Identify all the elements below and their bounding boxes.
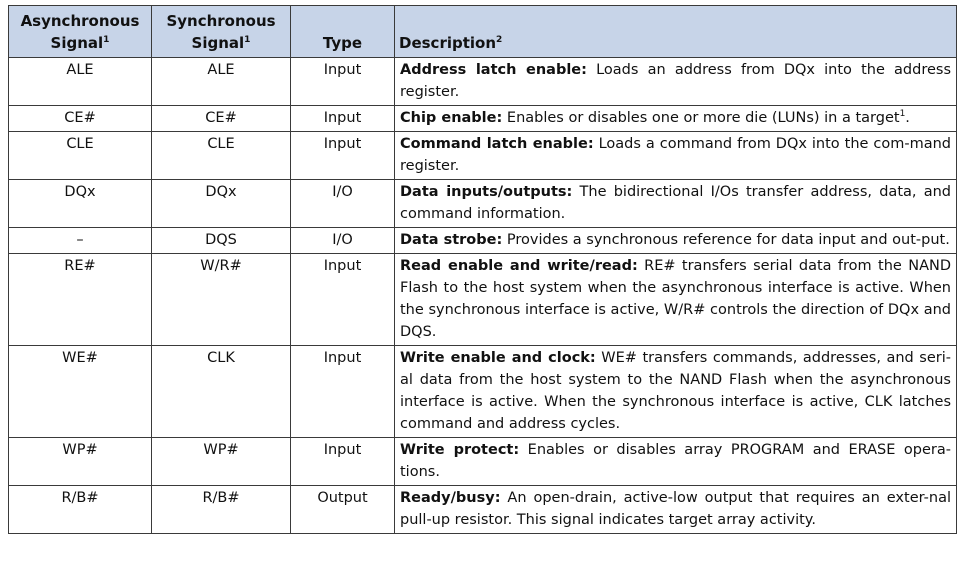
async-signal-cell: WP# (9, 438, 152, 486)
description-text: WE# transfers commands, addresses, and seri-al data from the host system to the NAND Flash when the asynchronous interface is active. When the synchronous interface is active, CLK latches command and address cycles. (400, 350, 951, 432)
description-cell (395, 132, 957, 180)
sync-signal-cell: W/R# (152, 254, 291, 346)
description-cell (395, 346, 957, 438)
description-text: An open-drain, active-low output that requires an exter-nal pull-up resistor. This signal indicates target array activity. (400, 490, 951, 528)
description-text: RE# transfers serial data from the NAND Flash to the host system when the asynchronous interface is active. When the synchronous interface is active, W/R# controls the direction of DQx and DQS. (400, 258, 951, 340)
table-row (9, 254, 957, 346)
description-tail: . (905, 110, 910, 126)
sync-signal-cell: DQx (152, 180, 291, 228)
table-row (9, 132, 957, 180)
signal-term: Write protect: (400, 442, 520, 458)
type-cell: Input (291, 438, 395, 486)
description-cell (395, 58, 957, 106)
table-body (9, 58, 957, 534)
description-cell (395, 486, 957, 534)
header-async-signal: Asynchronous Signal$^1$ (9, 6, 152, 58)
signal-term: Write enable and clock: (400, 350, 596, 366)
signal-term: Command latch enable: (400, 136, 594, 152)
async-signal-cell: – (9, 228, 152, 254)
sync-signal-cell: CE# (152, 106, 291, 132)
description-text: Loads an address from DQx into the address register. (400, 62, 951, 100)
signal-term: Address latch enable: (400, 62, 587, 78)
table-row (9, 228, 957, 254)
type-cell: Input (291, 58, 395, 106)
signal-term: Ready/busy: (400, 490, 501, 506)
footnote-marker: 1 (899, 109, 906, 120)
async-signal-cell: CLE (9, 132, 152, 180)
sync-signal-cell: DQS (152, 228, 291, 254)
description-text: The bidirectional I/Os transfer address, data, and command information. (400, 184, 951, 222)
signal-term: Chip enable: (400, 110, 503, 126)
table-row (9, 58, 957, 106)
description-text: Loads a command from DQx into the com-mand register. (400, 136, 951, 174)
signal-term: Read enable and write/read: (400, 258, 638, 274)
signal-term: Data inputs/outputs: (400, 184, 573, 200)
description-text: Enables or disables array PROGRAM and ERASE opera-tions. (400, 442, 951, 480)
sync-signal-cell: WP# (152, 438, 291, 486)
header-type: Type (291, 6, 395, 58)
table-row (9, 486, 957, 534)
type-cell: Input (291, 132, 395, 180)
type-cell: Input (291, 346, 395, 438)
type-cell: Input (291, 254, 395, 346)
sync-signal-cell: ALE (152, 58, 291, 106)
sync-signal-cell: R/B# (152, 486, 291, 534)
async-signal-cell: ALE (9, 58, 152, 106)
description-text: Provides a synchronous reference for data input and out-put. (502, 232, 950, 248)
type-cell: Output (291, 486, 395, 534)
description-cell (395, 228, 957, 254)
table-row (9, 180, 957, 228)
type-cell: I/O (291, 228, 395, 254)
header-row (9, 6, 957, 58)
description-cell (395, 180, 957, 228)
type-cell: Input (291, 106, 395, 132)
type-cell: I/O (291, 180, 395, 228)
sync-signal-cell: CLK (152, 346, 291, 438)
async-signal-cell: R/B# (9, 486, 152, 534)
description-cell (395, 106, 957, 132)
description-cell (395, 254, 957, 346)
signal-table (8, 5, 957, 534)
table-row (9, 346, 957, 438)
async-signal-cell: WE# (9, 346, 152, 438)
header-sync-signal: Synchronous Signal$^1$ (152, 6, 291, 58)
async-signal-cell: DQx (9, 180, 152, 228)
table-row (9, 438, 957, 486)
sync-signal-cell: CLE (152, 132, 291, 180)
description-cell (395, 438, 957, 486)
async-signal-cell: RE# (9, 254, 152, 346)
header-description: Description$^2$ (395, 6, 957, 58)
description-text: Enables or disables one or more die (LUNs) in a target (502, 110, 900, 126)
signal-term: Data strobe: (400, 232, 503, 248)
async-signal-cell: CE# (9, 106, 152, 132)
table-row (9, 106, 957, 132)
